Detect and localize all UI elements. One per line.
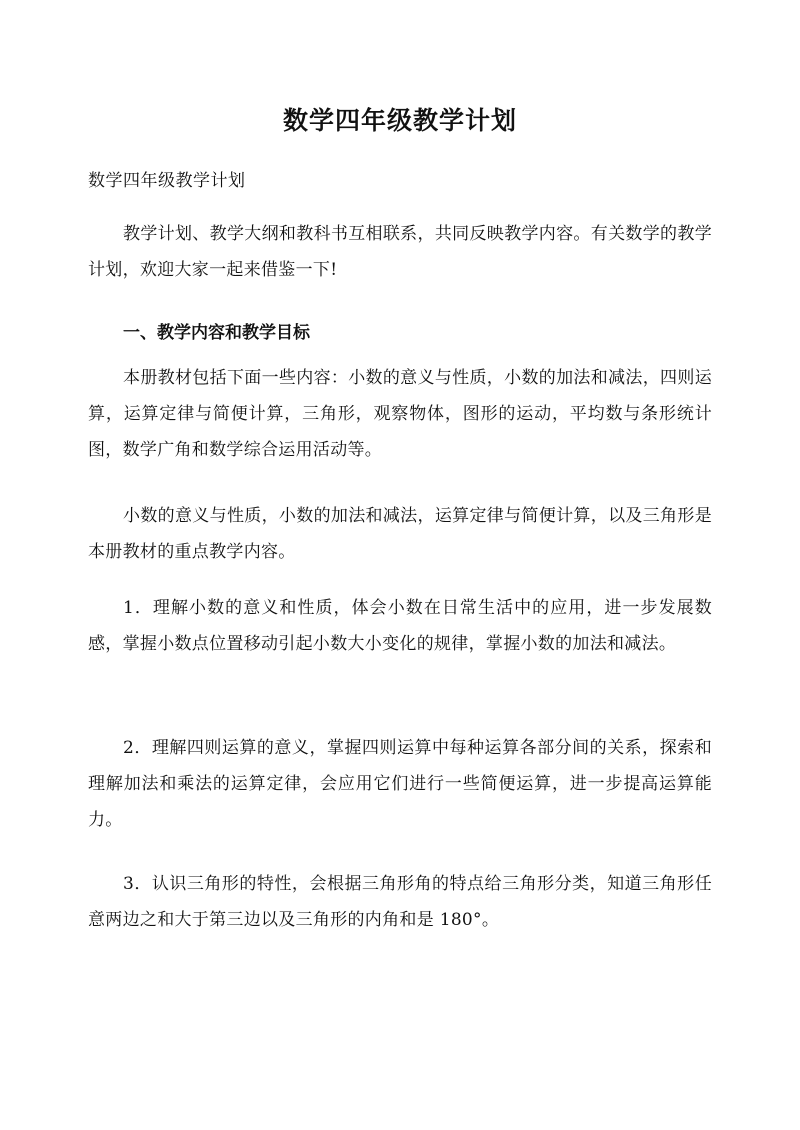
objective-item-3: 3．认识三角形的特性，会根据三角形角的特点给三角形分类，知道三角形任意两边之和大于第三边以及三角形的内角和是 180°。 — [88, 874, 712, 930]
section-heading: 一、教学内容和教学目标 — [123, 323, 310, 343]
objective-item-2: 2．理解四则运算的意义，掌握四则运算中每种运算各部分间的关系，探索和理解加法和乘法的运算定律，会应用它们进行一些简便运算，进一步提高运算能力。 — [88, 738, 712, 830]
key-content-paragraph: 小数的意义与性质，小数的加法和减法，运算定律与简便计算，以及三角形是本册教材的重点教学内容。 — [88, 506, 712, 562]
document-subtitle: 数学四年级教学计划 — [88, 171, 246, 191]
document-page — [88, 0, 712, 1130]
document-title: 数学四年级教学计划 — [282, 106, 517, 135]
objective-item-1: 1．理解小数的意义和性质，体会小数在日常生活中的应用，进一步发展数感，掌握小数点位置移动引起小数大小变化的规律，掌握小数的加法和减法。 — [88, 598, 712, 654]
intro-paragraph: 教学计划、教学大纲和教科书互相联系，共同反映教学内容。有关数学的教学计划，欢迎大家一起来借鉴一下! — [88, 224, 712, 280]
content-paragraph: 本册教材包括下面一些内容：小数的意义与性质，小数的加法和减法，四则运算，运算定律与简便计算，三角形，观察物体，图形的运动，平均数与条形统计图，数学广角和数学综合运用活动等。 — [88, 368, 712, 460]
